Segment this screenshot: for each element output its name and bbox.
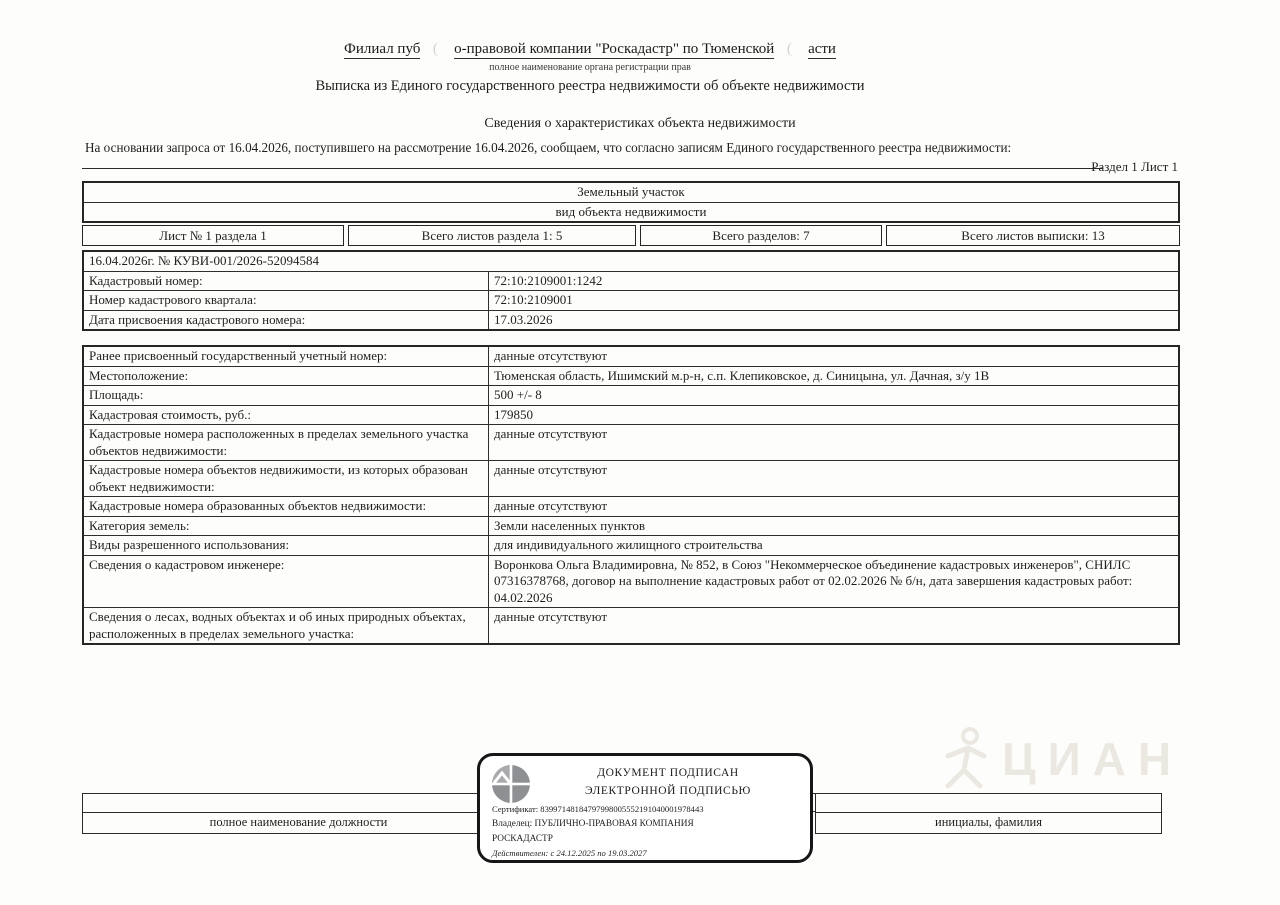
- table-row: [84, 424, 1178, 460]
- table-row: [84, 252, 1178, 271]
- roskadastr-logo-icon: [491, 764, 531, 804]
- sheets-in-section-cell: Всего листов раздела 1: 5: [348, 225, 636, 246]
- section-sheet-rule: [82, 168, 1103, 169]
- stamp-line1: ДОКУМЕНТ ПОДПИСАН: [597, 767, 739, 779]
- request-number-line: 16.04.2026г. № КУВИ-001/2026-52094584: [89, 253, 319, 268]
- row-value: данные отсутствуют: [494, 609, 608, 624]
- details-table: [82, 345, 1180, 645]
- sections-total-cell: Всего разделов: 7: [640, 225, 882, 246]
- object-type-caption: вид объекта недвижимости: [555, 203, 707, 219]
- row-label: Кадастровые номера объектов недвижимости, из которых образован объект недвижимости:: [84, 461, 489, 496]
- table-row: [84, 516, 1178, 536]
- row-value: данные отсутствуют: [494, 462, 608, 477]
- row-value: Земли населенных пунктов: [494, 517, 645, 533]
- sheet-number-cell: Лист № 1 раздела 1: [82, 225, 344, 246]
- row-value: для индивидуального жилищного строительства: [494, 537, 763, 552]
- table-row: [84, 202, 1178, 222]
- row-label: Кадастровые номера образованных объектов недвижимости:: [84, 497, 489, 516]
- org-caption: полное наименование органа регистрации прав: [489, 62, 691, 73]
- row-label: Виды разрешенного использования:: [84, 536, 489, 555]
- org-name-part2: о-правовой компании "Роскадастр" по Тюменской: [454, 41, 775, 57]
- row-label: Номер кадастрового квартала:: [84, 291, 489, 310]
- request-basis-line: На основании запроса от 16.04.2026, поступившего на рассмотрение 16.04.2026, сообщаем, что согласно записям Единого государственного реестра недвижимости:: [85, 140, 1012, 155]
- table-row: [84, 555, 1178, 608]
- row-value: данные отсутствуют: [494, 426, 608, 441]
- table-row: [84, 366, 1178, 386]
- table-row: [84, 460, 1178, 496]
- row-label: Категория земель:: [84, 517, 489, 536]
- signature-blank-cell: [83, 794, 514, 813]
- signature-blank-cell: [816, 794, 1161, 813]
- stamp-owner-line2: РОСКАДАСТР: [492, 834, 553, 844]
- row-value: 72:10:2109001: [494, 292, 573, 307]
- object-type-table: [82, 181, 1180, 223]
- table-row: [84, 496, 1178, 516]
- table-row: [84, 271, 1178, 291]
- erased-spot-1: (: [432, 41, 438, 57]
- table-row: [84, 183, 1178, 202]
- registry-numbers-table: [82, 250, 1180, 331]
- row-label: Кадастровые номера расположенных в пределах земельного участка объектов недвижимости:: [84, 425, 489, 460]
- row-value: 179850: [494, 406, 533, 422]
- row-label: Сведения о лесах, водных объектах и об иных природных объектах, расположенных в пределах земельного участка:: [84, 608, 489, 643]
- stamp-validity: Действителен: с 24.12.2025 по 19.03.2027: [492, 848, 647, 858]
- stamp-certificate: Сертификат: 83997148184797998005552191040001978443: [492, 804, 704, 814]
- org-name-part1: Филиал пуб: [344, 41, 421, 57]
- row-label: Дата присвоения кадастрового номера:: [84, 311, 489, 330]
- row-label: Сведения о кадастровом инженере:: [84, 556, 489, 608]
- signature-position-box: [82, 793, 515, 834]
- row-value: 500 +/- 8: [494, 387, 542, 402]
- row-value: Тюменская область, Ишимский м.р-н, с.п. Клепиковское, д. Синицына, ул. Дачная, з/у 1В: [494, 367, 990, 383]
- document-title: Выписка из Единого государственного реестра недвижимости об объекте недвижимости: [315, 78, 865, 94]
- erased-spot-2: (: [786, 41, 792, 57]
- watermark-person-icon: [938, 726, 996, 792]
- stamp-line2: ЭЛЕКТРОННОЙ ПОДПИСЬЮ: [585, 785, 751, 797]
- section-sheet-label: Раздел 1 Лист 1: [1091, 159, 1178, 174]
- table-row: [84, 310, 1178, 330]
- signature-name-box: [815, 793, 1162, 834]
- watermark-text: ЦИАН: [1002, 733, 1184, 785]
- row-value: данные отсутствуют: [494, 348, 608, 363]
- signature-position-caption: полное наименование должности: [209, 815, 388, 829]
- table-row: [84, 607, 1178, 643]
- table-row: [84, 405, 1178, 425]
- row-value: 72:10:2109001:1242: [494, 272, 603, 288]
- row-label: Местоположение:: [84, 367, 489, 386]
- sheet-counters-strip: [82, 225, 1180, 246]
- watermark: [938, 724, 1213, 794]
- sheets-total-cell: Всего листов выписки: 13: [886, 225, 1180, 246]
- row-label: Кадастровый номер:: [84, 272, 489, 291]
- row-value: 17.03.2026: [494, 311, 553, 327]
- row-label: Ранее присвоенный государственный учетный номер:: [84, 347, 489, 366]
- table-row: [84, 535, 1178, 555]
- org-name-part3: асти: [808, 41, 836, 57]
- row-label: Площадь:: [84, 386, 489, 405]
- table-row: [84, 347, 1178, 366]
- table-row: [84, 385, 1178, 405]
- row-label: Кадастровая стоимость, руб.:: [84, 406, 489, 425]
- digital-signature-stamp: [477, 753, 813, 863]
- row-value: Воронкова Ольга Владимировна, № 852, в Союз "Некоммерческое объединение кадастровых инженеров", СНИЛС 07316378768, договор на выполнение кадастровых работ от 02.02.2026 № б/н, дата завершения кадастровых работ: 04.02.2026: [494, 556, 1133, 605]
- signature-name-caption: инициалы, фамилия: [935, 815, 1042, 829]
- table-row: [84, 290, 1178, 310]
- section-title: Сведения о характеристиках объекта недвижимости: [484, 116, 796, 131]
- org-name-line: [0, 41, 1180, 58]
- row-value: данные отсутствуют: [494, 498, 608, 513]
- object-type-value: Земельный участок: [577, 184, 685, 199]
- stamp-owner: Владелец: ПУБЛИЧНО-ПРАВОВАЯ КОМПАНИЯ: [492, 819, 694, 829]
